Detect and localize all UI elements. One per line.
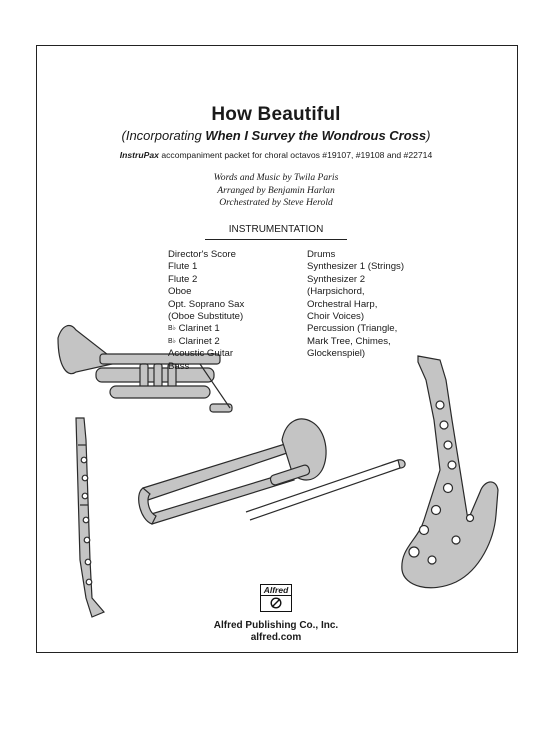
instrument-list-left bbox=[168, 249, 244, 373]
instrument-item: Synthesizer 1 (Strings) bbox=[307, 261, 405, 273]
score-title: How Beautiful bbox=[211, 104, 341, 125]
publisher-name: Alfred Publishing Co., Inc. bbox=[213, 620, 339, 631]
saxophone-illustration bbox=[402, 356, 498, 588]
instrument-item: Acoustic Guitar bbox=[168, 348, 234, 360]
instrument-item: Synthesizer 2 bbox=[307, 273, 366, 285]
instrument-item: Percussion (Triangle, bbox=[307, 323, 398, 335]
instrument-item-label: Clarinet 2 bbox=[178, 335, 220, 347]
publisher-block bbox=[0, 620, 552, 644]
instrument-item: Bass bbox=[168, 360, 190, 372]
flat-symbol: B♭ bbox=[168, 337, 176, 345]
instrument-item-label: Clarinet 1 bbox=[178, 323, 220, 335]
logo-symbol-icon bbox=[269, 597, 283, 609]
trombone-illustration bbox=[139, 419, 405, 524]
packet-text: accompaniment packet for choral octavos #19107, #19108 and #22714 bbox=[158, 150, 433, 160]
score-subtitle bbox=[0, 128, 552, 143]
instrument-item: Flute 1 bbox=[168, 261, 198, 273]
instrument-item: Oboe bbox=[168, 286, 192, 298]
instrument-item: Opt. Soprano Sax bbox=[168, 298, 245, 310]
instrument-item bbox=[168, 323, 244, 335]
instrupax-brand: InstruPax bbox=[119, 150, 159, 160]
instrument-item bbox=[168, 336, 244, 348]
instrument-item: (Harpsichord, bbox=[307, 286, 365, 298]
credit-words-music: Words and Music by Twila Paris bbox=[213, 172, 339, 183]
instrument-item: Drums bbox=[307, 249, 336, 260]
subtitle-suffix: ) bbox=[426, 128, 431, 143]
alfred-logo bbox=[260, 584, 292, 612]
instrument-item: (Oboe Substitute) bbox=[168, 311, 244, 323]
instrument-item: Mark Tree, Chimes, bbox=[307, 335, 391, 347]
instrumentation-heading: INSTRUMENTATION bbox=[228, 224, 324, 235]
flat-symbol: B♭ bbox=[168, 325, 176, 333]
credit-arranger: Arranged by Benjamin Harlan bbox=[217, 184, 335, 196]
instrument-item: Choir Voices) bbox=[307, 311, 365, 323]
instrument-item: Orchestral Harp, bbox=[307, 298, 378, 310]
publisher-website: alfred.com bbox=[250, 632, 302, 643]
packet-description bbox=[0, 150, 552, 160]
instrument-list-right bbox=[307, 249, 404, 361]
subtitle-prefix: (Incorporating bbox=[121, 128, 206, 143]
credit-orchestrator: Orchestrated by Steve Herold bbox=[219, 197, 333, 208]
logo-wordmark: Alfred bbox=[261, 585, 291, 596]
instrument-item: Director's Score bbox=[168, 249, 236, 260]
instrument-item: Glockenspiel) bbox=[307, 348, 366, 360]
instrumentation-divider bbox=[205, 239, 347, 240]
clarinet-illustration bbox=[76, 418, 104, 617]
subtitle-incorporated-title: When I Survey the Wondrous Cross bbox=[205, 128, 427, 143]
credits bbox=[0, 172, 552, 210]
instrument-item: Flute 2 bbox=[168, 273, 198, 285]
